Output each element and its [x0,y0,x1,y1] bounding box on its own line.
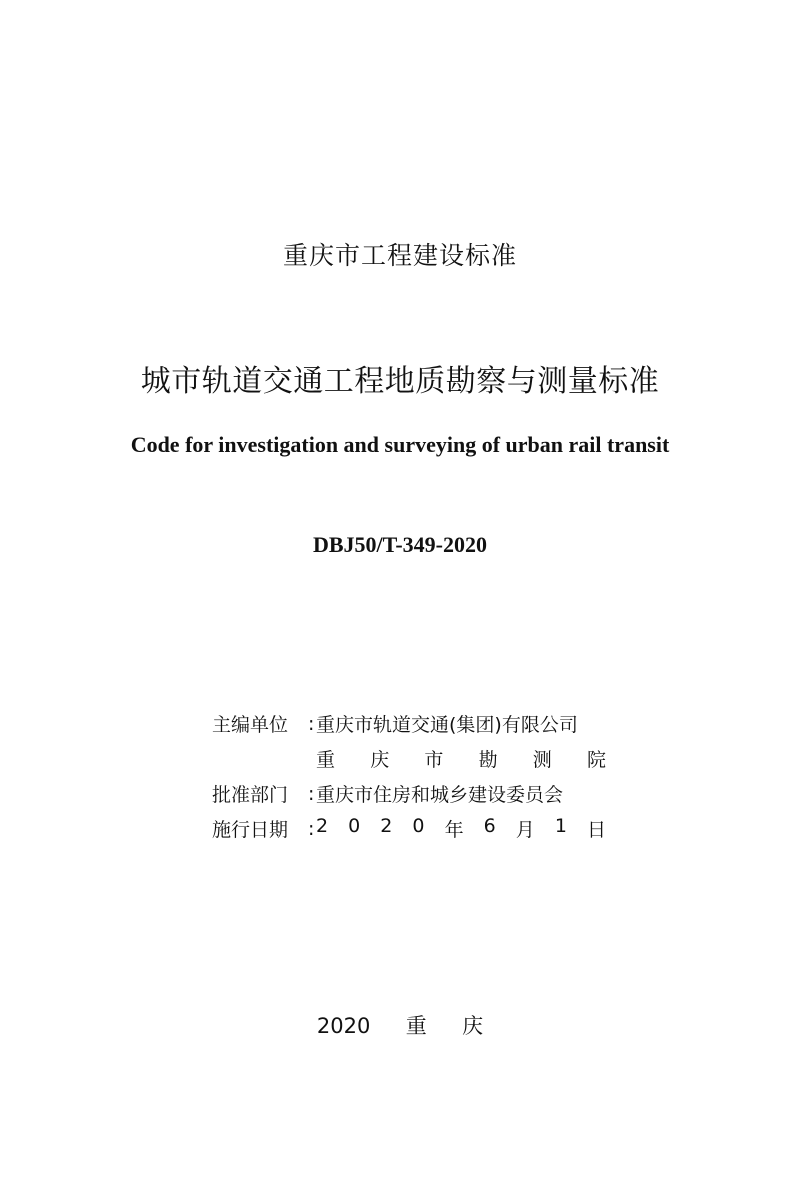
editor-row-2 [212,741,606,776]
effective-value [316,815,606,842]
colon: : [308,817,315,840]
effective-char: 6 [483,815,496,837]
effective-char: 日 [586,819,606,841]
editor-value-2 [316,745,606,772]
editor-value-1: 重庆市轨道交通(集团)有限公司 [316,714,578,736]
effective-char: 0 [412,815,425,837]
footer [0,1010,800,1040]
editor-2-char: 测 [532,749,552,771]
title-english: Code for investigation and surveying of urban rail transit [130,432,670,457]
effective-char: 1 [554,815,567,837]
footer-city-char: 庆 [462,1014,484,1038]
editor-label: 主编单位 [212,714,289,736]
series-title: 重庆市工程建设标准 [282,241,517,270]
footer-year: 2020 [316,1014,371,1038]
editor-2-char: 庆 [370,749,390,771]
colon: : [308,782,315,805]
footer-city-char: 重 [405,1014,427,1038]
colon: : [308,712,315,735]
effective-char: 年 [444,819,464,841]
standard-code: DBJ50/T-349-2020 [313,532,487,557]
editor-2-char: 重 [316,749,336,771]
effective-char: 2 [380,815,393,837]
effective-label: 施行日期 [212,819,289,841]
approval-label: 批准部门 [212,784,289,806]
editor-2-char: 院 [586,749,606,771]
effective-row [212,811,606,846]
approval-value: 重庆市住房和城乡建设委员会 [316,784,564,806]
editor-row [212,706,606,741]
editor-2-char: 勘 [478,749,498,771]
title-chinese: 城市轨道交通工程地质勘察与测量标准 [140,364,660,399]
effective-char: 月 [515,819,535,841]
effective-char: 2 [316,815,329,837]
approval-row [212,776,606,811]
editor-2-char: 市 [424,749,444,771]
publication-info [212,706,606,846]
effective-char: 0 [348,815,361,837]
